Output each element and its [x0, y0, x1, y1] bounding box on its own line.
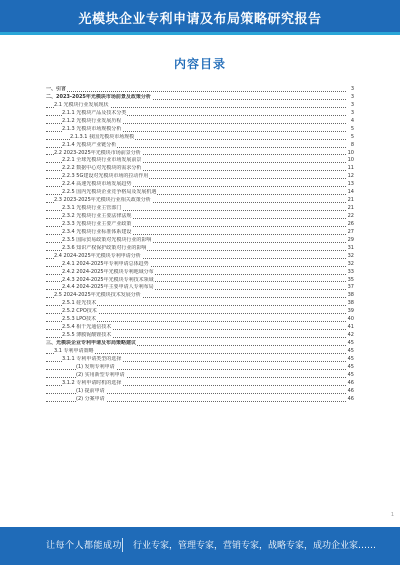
toc-entry-label: 2.1.4 光模块产业链分析: [62, 141, 117, 148]
toc-entry-label: 2.2.5 国内光模块企业竞争格局及发展机遇: [62, 189, 157, 196]
toc-entry[interactable]: [46, 205, 354, 213]
toc-entry-label: 三、光模块企业专利申请及布局策略建议: [46, 340, 137, 346]
toc-entry[interactable]: [46, 142, 354, 150]
toc-entry-page: 32: [347, 252, 354, 259]
toc-entry-page: 45: [347, 340, 354, 346]
footer-slogan: 让每个人都能成功: [46, 541, 123, 551]
toc-entry[interactable]: [46, 173, 354, 181]
toc-entry-label: (1) 发明专利申请: [76, 363, 115, 370]
toc-entry-page: 8: [350, 141, 354, 148]
toc-entry-page: 3: [350, 86, 354, 92]
toc-entry-page: 5: [350, 133, 354, 140]
toc-entry[interactable]: [46, 372, 354, 380]
toc-entry-label: 二、2023-2025年光模块市场前景及政策分析: [46, 93, 151, 100]
toc-entry-label: 2.4.3 2024-2025年光模块专利技术领域: [62, 276, 154, 283]
toc-entry-page: 3: [350, 101, 354, 108]
toc-entry-label: 一、引言: [46, 86, 67, 92]
toc-entry-page: 42: [347, 332, 354, 339]
toc-entry[interactable]: [46, 181, 354, 189]
toc-entry[interactable]: [46, 157, 354, 165]
footer-divider: [122, 538, 123, 552]
toc-entry-label: 2.2 2023-2025年光模块市场前景分析: [54, 149, 141, 156]
toc-entry-page: 31: [347, 244, 354, 251]
toc-entry-label: 2.2.4 高速光模块市场发展趋势: [62, 181, 132, 188]
toc-entry[interactable]: [46, 229, 354, 237]
report-title: 光模块企业专利申请及布局策略研究报告: [78, 12, 322, 27]
toc-entry[interactable]: [46, 102, 354, 110]
footer-tagline: 行业专家，管理专家，营销专家，战略专家，成功企业家……: [133, 541, 377, 551]
toc-entry-page: 38: [347, 292, 354, 299]
toc-entry-label: 2.2.2 数据中心对光模块的需求分析: [62, 165, 142, 172]
toc-entry-label: 2.4.2 2024-2025年光模块专利地域分布: [62, 268, 154, 275]
toc-entry[interactable]: [46, 134, 354, 142]
toc-entry-label: (1) 提前申请: [76, 387, 105, 394]
toc-entry[interactable]: [46, 261, 354, 269]
toc-entry-label: 2.3.6 知识产权保护政策对行业的影响: [62, 244, 147, 251]
toc-entry-page: 37: [347, 284, 354, 291]
toc-entry[interactable]: [46, 316, 354, 324]
toc-entry[interactable]: [46, 292, 354, 300]
toc-entry-label: 3.1.2 专利申请时机的选择: [62, 379, 122, 386]
toc-entry[interactable]: [46, 253, 354, 261]
toc-entry[interactable]: [46, 118, 354, 126]
toc-entry[interactable]: [46, 126, 354, 134]
toc-entry-page: 10: [347, 157, 354, 164]
toc-entry-page: 46: [347, 379, 354, 386]
toc-entry[interactable]: [46, 388, 354, 396]
page-number: 1: [390, 512, 394, 518]
toc-entry[interactable]: [46, 277, 354, 285]
toc-entry-page: 10: [347, 149, 354, 156]
toc-entry[interactable]: [46, 245, 354, 253]
toc-entry-page: 40: [347, 316, 354, 323]
toc-entry-label: (2) 分案申请: [76, 395, 105, 402]
toc-entry-page: 3: [350, 93, 354, 100]
toc-entry[interactable]: [46, 150, 354, 158]
toc-entry[interactable]: [46, 348, 354, 356]
toc-entry-page: 45: [347, 355, 354, 362]
report-footer: [0, 527, 400, 565]
toc-entry[interactable]: [46, 221, 354, 229]
toc-entry-page: 21: [347, 197, 354, 204]
toc-entry-page: 46: [347, 387, 354, 394]
toc-entry[interactable]: [46, 340, 354, 348]
toc-entry-page: 39: [347, 308, 354, 315]
toc-entry-label: 2.5.3 LPO技术: [62, 316, 97, 323]
toc-entry-label: 2.4.4 2024-2025年主要申请人专利布局: [62, 284, 154, 291]
toc-entry-label: 2.2.3 5G建设对光模块市场的拉动作用: [62, 173, 149, 180]
toc-entry-page: 38: [347, 300, 354, 307]
toc-entry-label: 3.1 专利申请策略: [54, 347, 94, 354]
toc-entry[interactable]: [46, 332, 354, 340]
toc-entry-page: 35: [347, 276, 354, 283]
toc-entry-label: 2.2.1 全球光模块行业市场发展前景: [62, 157, 142, 164]
toc-entry-page: 22: [347, 213, 354, 219]
toc-entry-label: 2.1.3 光模块市场规模分析: [62, 125, 122, 132]
toc-entry[interactable]: [46, 189, 354, 197]
toc-entry-page: 14: [347, 189, 354, 196]
toc-entry-label: 2.3.4 光模块行业标准体系建设: [62, 228, 132, 235]
table-of-contents: [46, 86, 354, 404]
toc-entry-page: 41: [347, 324, 354, 331]
toc-entry[interactable]: [46, 86, 354, 94]
toc-entry[interactable]: [46, 110, 354, 118]
toc-entry[interactable]: [46, 324, 354, 332]
toc-entry-label: 2.1 光模块行业发展现状: [54, 101, 109, 108]
toc-entry[interactable]: [46, 165, 354, 173]
toc-entry-page: 3: [350, 109, 354, 116]
toc-entry-label: 2.5.1 硅光技术: [62, 300, 97, 307]
toc-entry-label: 2.1.2 光模块行业发展历程: [62, 117, 122, 124]
toc-entry[interactable]: [46, 284, 354, 292]
toc-entry-page: 45: [347, 371, 354, 378]
toc-entry[interactable]: [46, 237, 354, 245]
toc-entry-page: 4: [350, 117, 354, 124]
toc-entry[interactable]: [46, 300, 354, 308]
toc-entry-page: 29: [347, 236, 354, 243]
toc-entry-label: 2.4.1 2024-2025年专利申请总体趋势: [62, 260, 149, 267]
toc-entry-label: (2) 实用新型专利申请: [76, 371, 125, 378]
toc-entry-label: 2.5.5 薄膜铌酸锂技术: [62, 332, 112, 339]
toc-entry[interactable]: [46, 396, 354, 404]
toc-entry-label: 2.1.1 光模块产品及技术分类: [62, 109, 127, 116]
toc-entry-page: 46: [347, 395, 354, 402]
toc-entry[interactable]: [46, 308, 354, 316]
toc-leader-dots: [46, 91, 346, 92]
toc-entry-label: 2.3 2023-2025年光模块行业相关政策分析: [54, 197, 151, 204]
toc-entry-page: 33: [347, 268, 354, 275]
toc-entry-label: 3.1.1 专利申请类型的选择: [62, 355, 122, 362]
toc-entry-label: 2.1.3.1 我国光模块市场规模: [70, 133, 135, 140]
toc-entry-page: 45: [347, 363, 354, 370]
toc-entry[interactable]: [46, 380, 354, 388]
toc-entry-label: 2.4 2024-2025年光模块专利申请分析: [54, 252, 141, 259]
toc-entry-page: 5: [350, 125, 354, 132]
toc-entry-page: 11: [347, 165, 354, 172]
toc-entry-page: 13: [347, 181, 354, 188]
toc-entry-page: 27: [347, 228, 354, 235]
toc-entry[interactable]: [46, 356, 354, 364]
toc-entry-page: 12: [347, 173, 354, 180]
toc-entry[interactable]: [46, 197, 354, 205]
toc-entry-label: 2.5 2024-2025年光模块技术发展分析: [54, 292, 141, 299]
toc-entry-page: 21: [347, 205, 354, 212]
toc-entry[interactable]: [46, 269, 354, 277]
toc-entry-page: 26: [347, 220, 354, 227]
toc-entry-label: 2.5.4 相干光通信技术: [62, 324, 112, 331]
toc-entry[interactable]: [46, 213, 354, 221]
toc-entry-label: 2.3.3 光模块行业主要产业政策: [62, 220, 132, 227]
toc-entry-label: 2.5.2 CPO技术: [62, 308, 97, 315]
toc-heading: 内容目录: [173, 57, 226, 71]
toc-entry-page: 45: [347, 347, 354, 354]
toc-entry-label: 2.3.2 光模块行业主要法律法规: [62, 213, 132, 219]
toc-entry-page: 32: [347, 260, 354, 267]
toc-entry-label: 2.3.5 国际贸易政策对光模块行业的影响: [62, 236, 152, 243]
toc-entry[interactable]: [46, 94, 354, 102]
report-header: [0, 0, 400, 32]
toc-entry-label: 2.3.1 光模块行业主管部门: [62, 205, 122, 212]
toc-entry[interactable]: [46, 364, 354, 372]
header-divider: [0, 32, 400, 35]
